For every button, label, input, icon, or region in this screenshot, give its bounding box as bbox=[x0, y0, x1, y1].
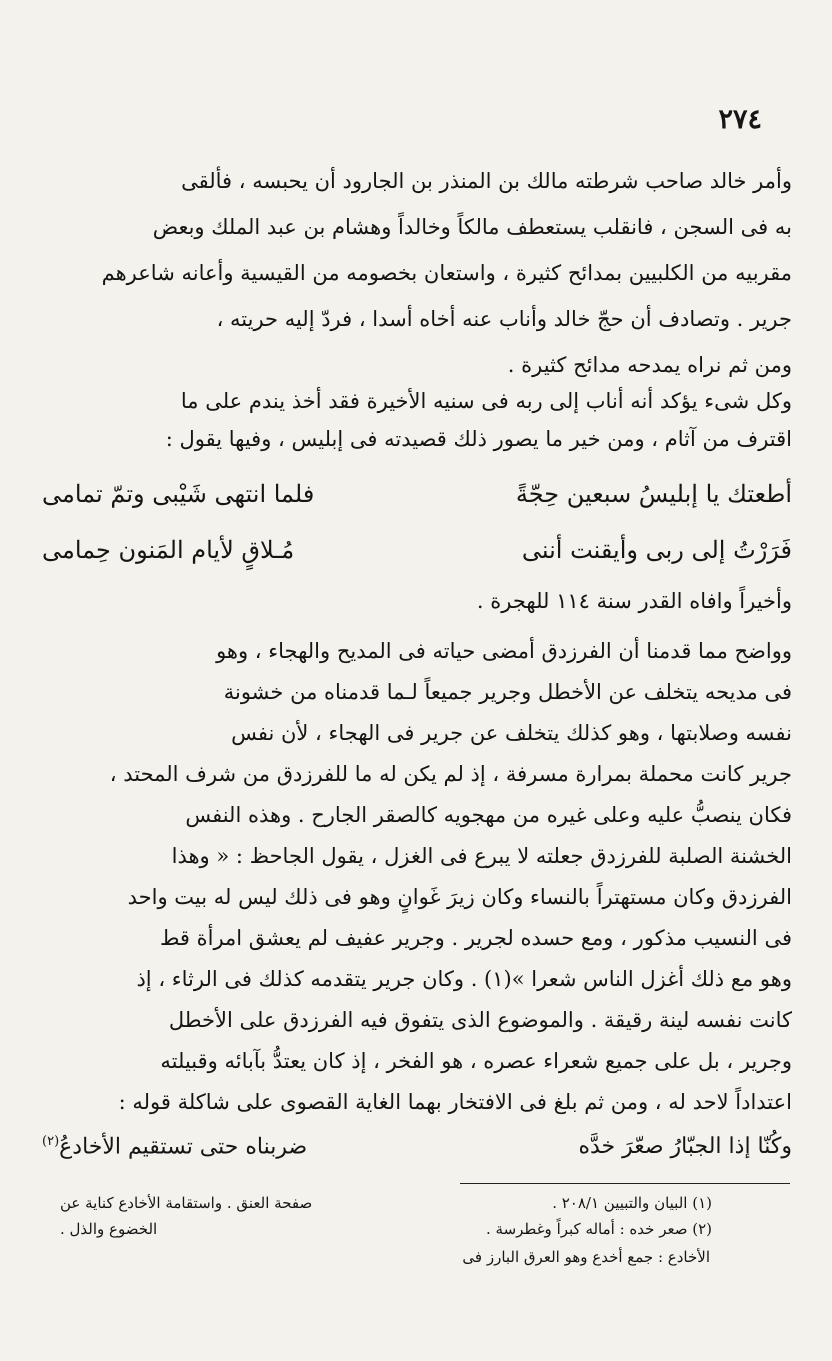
closing-verse bbox=[42, 1134, 792, 1159]
text-line: به فى السجن ، فانقلب يستعطف مالكاً وخالداً وهشام بن عبد الملك وبعض bbox=[152, 215, 792, 239]
footnote-2: (٢) صعر خده : أماله كبراً وغطرسة . bbox=[485, 1220, 712, 1238]
text-line: وأمر خالد صاحب شرطته مالك بن المنذر بن الجارود أن يحبسه ، فألقى bbox=[181, 169, 792, 193]
footnote-2-continuation: صفحة العنق . واستقامة الأخادع كناية عن bbox=[60, 1194, 313, 1212]
text-line: فكان ينصبُّ عليه وعلى غيره من مهجويه كالصقر الجارح . وهذه النفس bbox=[185, 803, 792, 827]
footnote-1: (١) البيان والتبيين ٢٠٨/١ . bbox=[552, 1194, 712, 1212]
text-line: وواضح مما قدمنا أن الفرزدق أمضى حياته فى المديح والهجاء ، وهو bbox=[216, 639, 792, 663]
footnotes bbox=[60, 1190, 712, 1242]
verse-first-hemistich: وكُنّا إذا الجبّارُ صعّرَ خدَّه bbox=[578, 1134, 792, 1159]
verse-text: ضربناه حتى تستقيم الأخادعُ bbox=[59, 1134, 308, 1160]
text-line: وهو مع ذلك أغزل الناس شعرا »(١) . وكان جرير يتقدمه كذلك فى الرثاء ، إذ bbox=[136, 967, 792, 991]
text-line: ومن ثم نراه يمدحه مدائح كثيرة . bbox=[507, 353, 792, 377]
verse-first-hemistich: أطعتك يا إبليسُ سبعين حِجّةً bbox=[515, 480, 792, 508]
footnote-marker: (٢) bbox=[42, 1134, 60, 1149]
footnote-2-end: الخضوع والذل . bbox=[60, 1220, 158, 1238]
text-line: وجرير ، بل على جميع شعراء عصره ، هو الفخر ، إذ كان يعتدُّ بآبائه وقبيلته bbox=[160, 1049, 792, 1073]
verse-second-hemistich: فلما انتهى شَيْبى وتمّ تمامى bbox=[42, 480, 315, 508]
text-line: جرير كانت محملة بمرارة مسرفة ، إذ لم يكن له ما للفرزدق من شرف المحتد ، bbox=[109, 762, 792, 786]
text-line: فى مديحه يتخلف عن الأخطل وجرير جميعاً لـما قدمناه من خشونة bbox=[223, 680, 792, 704]
text-line: اعتداداً لاحد له ، ومن ثم بلغ فى الافتخار بهما الغاية القصوى على شاكلة قوله : bbox=[118, 1090, 792, 1114]
text-line: مقربيه من الكلبيين بمدائح كثيرة ، واستعان بخصومه من القيسية وأعانه شاعرهم bbox=[101, 261, 792, 285]
verse-block bbox=[42, 480, 792, 592]
paragraph-3 bbox=[46, 578, 792, 624]
verse-line bbox=[42, 480, 792, 536]
text-line: وأخيراً وافاه القدر سنة ١١٤ للهجرة . bbox=[476, 589, 792, 613]
verse-second-hemistich bbox=[42, 1134, 307, 1159]
paragraph-2 bbox=[46, 382, 792, 458]
verse-first-hemistich: فَرَرْتُ إلى ربى وأيقنت أننى bbox=[521, 536, 792, 564]
footnote-2-definition: الأخادع : جمع أخدع وهو العرق البارز فى bbox=[462, 1248, 710, 1266]
text-line: اقترف من آثام ، ومن خير ما يصور ذلك قصيدته فى إبليس ، وفيها يقول : bbox=[165, 427, 792, 451]
text-line: وكل شىء يؤكد أنه أناب إلى ربه فى سنيه الأخيرة فقد أخذ يندم على ما bbox=[180, 389, 792, 413]
text-line: نفسه وصلابتها ، وهو كذلك يتخلف عن جرير فى الهجاء ، لأن نفس bbox=[231, 721, 792, 745]
verse-second-hemistich: مُـلاقٍ لأيام المَنون حِمامى bbox=[42, 536, 295, 564]
footnote-row bbox=[60, 1190, 712, 1216]
text-line: الفرزدق وكان مستهتراً بالنساء وكان زيرَ غَوانٍ وهو فى ذلك ليس له بيت واحد bbox=[127, 885, 792, 909]
text-line: كانت نفسه لينة رقيقة . والموضوع الذى يتفوق فيه الفرزدق على الأخطل bbox=[168, 1008, 792, 1032]
footnote-divider bbox=[460, 1183, 790, 1184]
page-number: ٢٧٤ bbox=[718, 104, 762, 135]
text-line: فى النسيب مذكور ، ومع حسده لجرير . وجرير عفيف لم يعشق امرأة قط bbox=[159, 926, 792, 950]
text-line: الخشنة الصلبة للفرزدق جعلته لا يبرع فى الغزل ، يقول الجاحظ : « وهذا bbox=[171, 844, 792, 868]
paragraph-4 bbox=[46, 628, 792, 1120]
footnote-row bbox=[60, 1216, 712, 1242]
paragraph-1 bbox=[46, 158, 792, 388]
text-line: جرير . وتصادف أن حجّ خالد وأناب عنه أخاه أسدا ، فردّ إليه حريته ، bbox=[216, 307, 792, 331]
